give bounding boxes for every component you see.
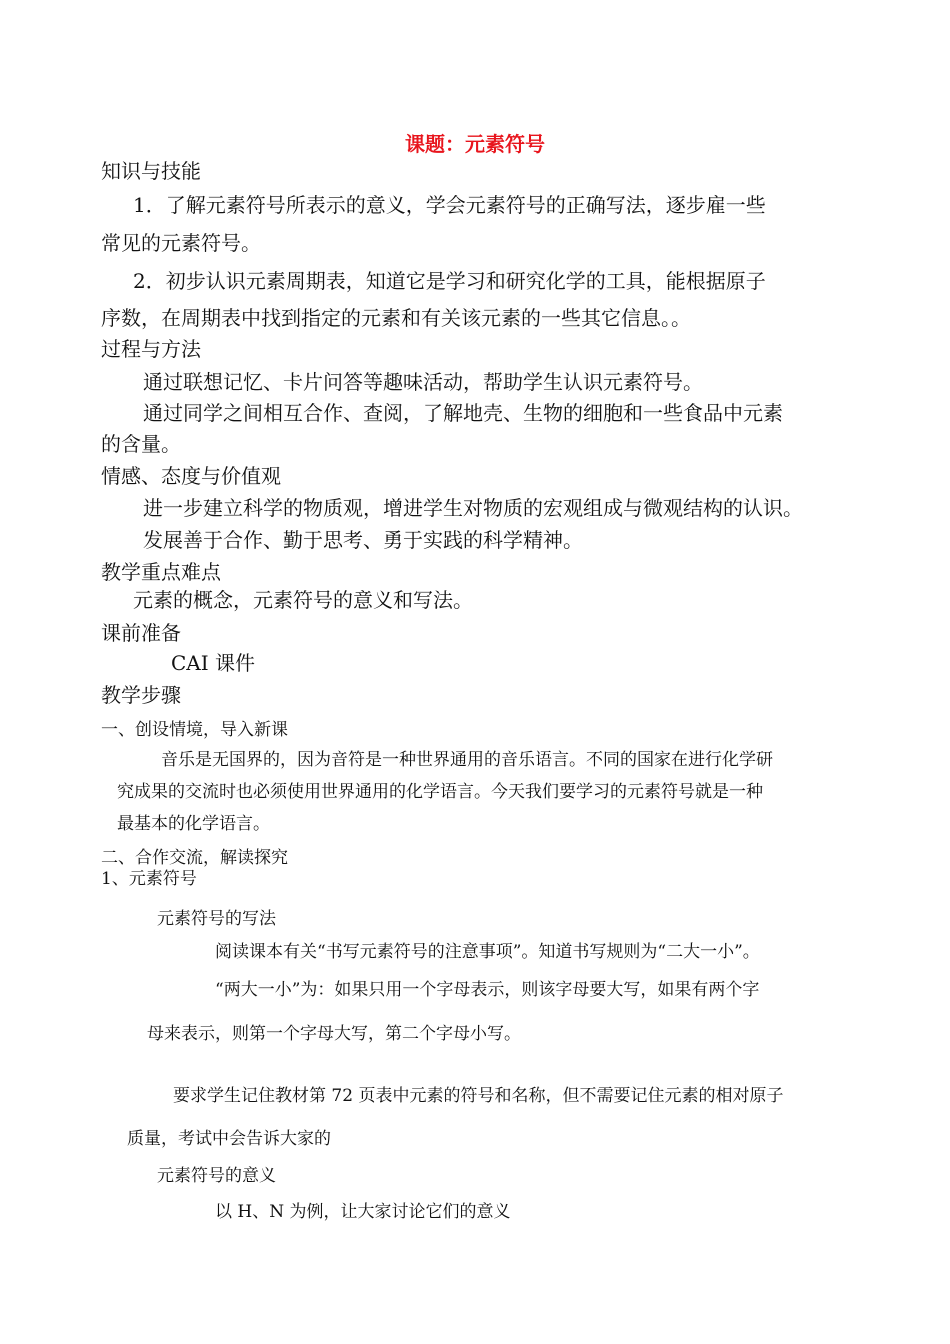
heading-teaching-steps: 教学步骤: [101, 683, 181, 707]
process-line-2: 通过同学之间相互合作、查阅，了解地壳、生物的细胞和一些食品中元素: [143, 401, 783, 425]
heading-attitude-values: 情感、态度与价值观: [101, 464, 281, 488]
process-line-1: 通过联想记忆、卡片问答等趣味活动，帮助学生认识元素符号。: [143, 370, 703, 394]
key-points-text: 元素的概念，元素符号的意义和写法。: [133, 588, 473, 612]
writing-line-3: 母来表示，则第一个字母大写，第二个字母小写。: [147, 1024, 521, 1044]
heading-process-method: 过程与方法: [101, 337, 201, 361]
objective-1-line-1: 1．了解元素符号所表示的意义，学会元素符号的正确写法，逐步雇一些: [133, 193, 766, 217]
objective-1-line-2: 常见的元素符号。: [101, 231, 261, 255]
attitude-line-1: 进一步建立科学的物质观，增进学生对物质的宏观组成与微观结构的认识。: [143, 496, 803, 520]
heading-preparation: 课前准备: [101, 621, 181, 645]
heading-knowledge-skills: 知识与技能: [101, 159, 201, 183]
meaning-line-1: 以 H、N 为例，让大家讨论它们的意义: [215, 1202, 511, 1222]
preparation-text: CAI 课件: [171, 651, 256, 675]
intro-line-1: 音乐是无国界的，因为音符是一种世界通用的音乐语言。不同的国家在进行化学研: [161, 750, 773, 770]
requirement-line-1: 要求学生记住教材第 72 页表中元素的符号和名称，但不需要记住元素的相对原子: [173, 1086, 784, 1106]
writing-line-2: “两大一小”为：如果只用一个字母表示，则该字母要大写，如果有两个字: [215, 980, 760, 1000]
objective-2-line-1: 2．初步认识元素周期表，知道它是学习和研究化学的工具，能根据原子: [133, 269, 766, 293]
subheading-meaning: 元素符号的意义: [157, 1166, 276, 1186]
writing-line-1: 阅读课本有关“书写元素符号的注意事项”。知道书写规则为“二大一小”。: [215, 942, 760, 962]
intro-line-3: 最基本的化学语言。: [117, 814, 270, 834]
attitude-line-2: 发展善于合作、勤于思考、勇于实践的科学精神。: [143, 528, 583, 552]
step-1-heading: 一、创设情境，导入新课: [101, 720, 288, 740]
intro-line-2: 究成果的交流时也必须使用世界通用的化学语言。今天我们要学习的元素符号就是一种: [117, 782, 763, 802]
heading-key-points: 教学重点难点: [101, 560, 221, 584]
step-2-heading: 二、合作交流，解读探究: [101, 848, 288, 868]
section-1-heading: 1、元素符号: [101, 869, 197, 889]
requirement-line-2: 质量，考试中会告诉大家的: [127, 1129, 331, 1149]
process-line-3: 的含量。: [101, 432, 181, 456]
subheading-writing: 元素符号的写法: [157, 909, 276, 929]
objective-2-line-2: 序数，在周期表中找到指定的元素和有关该元素的一些其它信息。。: [101, 306, 691, 330]
document-title: 课题：元素符号: [405, 132, 545, 156]
